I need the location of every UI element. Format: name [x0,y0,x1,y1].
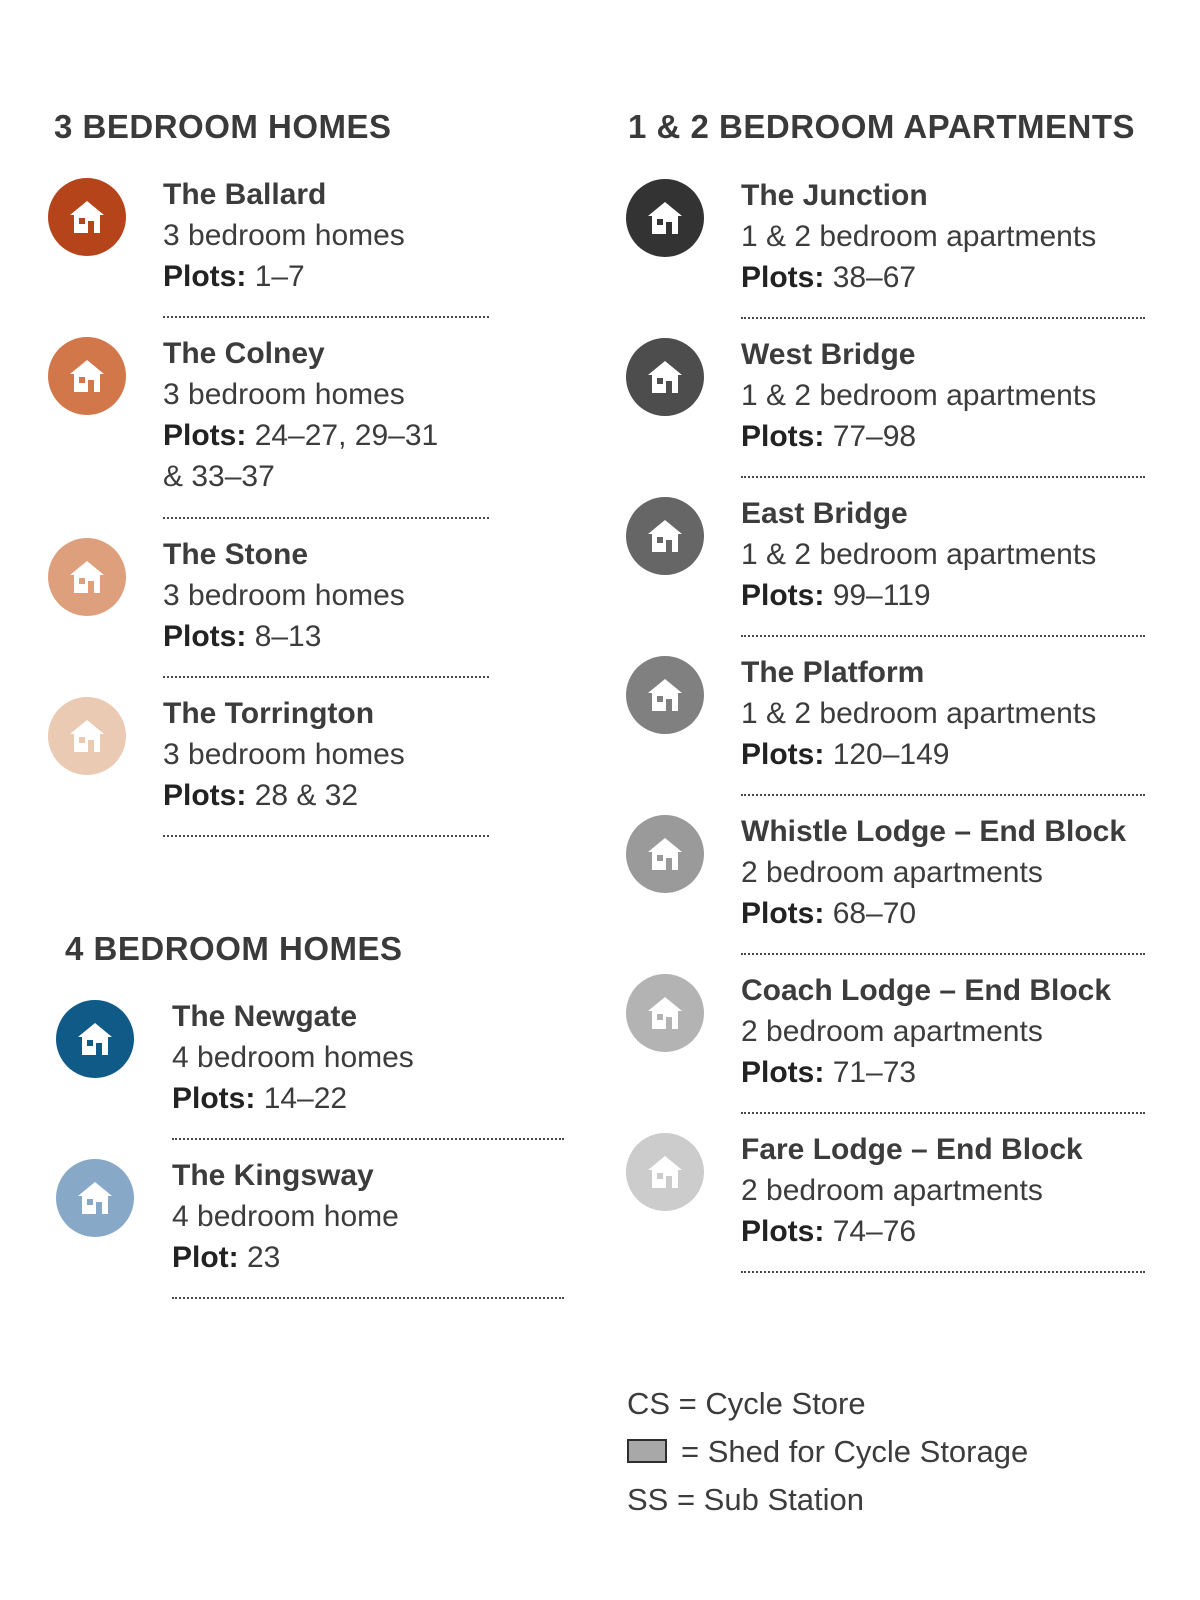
plots-label: Plots: [163,419,247,452]
entry-text [741,652,1096,775]
plots-label: Plots: [741,261,825,294]
house-icon [626,497,704,575]
house-type-description: 4 bedroom home [172,1200,399,1233]
section-title-apartments: 1 & 2 BEDROOM APARTMENTS [628,108,1136,145]
plots-value: 38–67 [832,261,917,294]
entry-text [172,1155,399,1278]
house-type-name: The Kingsway [172,1159,374,1192]
entry-divider [741,794,1145,796]
house-icon [48,178,126,256]
house-type-name: Coach Lodge – End Block [741,974,1112,1007]
house-type-description: 1 & 2 bedroom apartments [741,697,1097,730]
house-type-name: The Junction [741,179,928,212]
house-type-name: The Ballard [163,178,327,211]
plots-label: Plots: [741,420,825,453]
plots-label: Plots: [163,260,247,293]
house-icon [56,1159,134,1237]
entry-divider [163,835,489,837]
house-type-name: The Platform [741,656,925,689]
plots-line [741,893,1126,934]
plots-label: Plots: [163,779,247,812]
house-type-description: 3 bedroom homes [163,738,405,771]
house-icon [626,656,704,734]
plots-value: 68–70 [832,897,917,930]
plots-label: Plots: [741,1056,825,1089]
house-type-name: Fare Lodge – End Block [741,1133,1083,1166]
plots-value: 23 [247,1241,281,1274]
plots-label: Plots: [163,620,247,653]
entry-text [163,174,405,297]
entry-divider [741,1112,1145,1114]
house-type-description: 1 & 2 bedroom apartments [741,538,1097,571]
plots-line [163,415,438,456]
legend-shed: = Shed for Cycle Storage [681,1434,1029,1469]
plots-label: Plot: [172,1241,239,1274]
entry-text [163,693,405,816]
section-title-4-bedroom: 4 BEDROOM HOMES [65,930,403,967]
entry-divider [741,1271,1145,1273]
house-type-description: 2 bedroom apartments [741,1174,1043,1207]
plots-label: Plots: [741,738,825,771]
plots-line [741,257,1096,298]
entry-divider [172,1138,564,1140]
plots-value: 14–22 [263,1082,348,1115]
house-type-name: The Torrington [163,697,375,730]
entry-divider [741,476,1145,478]
entry-text [741,334,1096,457]
entry-text [163,534,405,657]
entry-text [172,996,414,1119]
house-type-name: Whistle Lodge – End Block [741,815,1127,848]
plots-value: 99–119 [832,579,931,612]
legend-sub-station: SS = Sub Station [627,1482,864,1517]
map-legend [627,1380,1028,1524]
plots-label: Plots: [741,1215,825,1248]
plots-line [163,775,405,816]
plots-line [741,1052,1111,1093]
house-icon [626,974,704,1052]
entry-divider [163,517,489,519]
plots-line [741,734,1096,775]
legend-shed-row [627,1428,1028,1476]
plots-label: Plots: [172,1082,256,1115]
entry-divider [741,953,1145,955]
plots-label: Plots: [741,579,825,612]
section-title-3-bedroom: 3 BEDROOM HOMES [54,108,392,145]
plots-line [163,256,405,297]
house-type-description: 1 & 2 bedroom apartments [741,220,1097,253]
plots-value: 74–76 [832,1215,917,1248]
house-type-name: West Bridge [741,338,916,371]
house-icon [48,337,126,415]
house-type-description: 4 bedroom homes [172,1041,414,1074]
house-type-description: 2 bedroom apartments [741,856,1043,889]
plots-line [172,1237,399,1278]
house-type-name: East Bridge [741,497,908,530]
legend-cycle-store: CS = Cycle Store [627,1386,866,1421]
plots-line [741,416,1096,457]
plots-value: 24–27, 29–31 [254,419,439,452]
plots-value: 8–13 [254,620,322,653]
entry-text [741,493,1096,616]
shed-swatch-icon [627,1439,667,1463]
plots-line [172,1078,414,1119]
house-icon [626,815,704,893]
entry-text [741,811,1126,934]
plots-value: 1–7 [254,260,305,293]
house-type-description: 3 bedroom homes [163,219,405,252]
plots-value: 120–149 [832,738,950,771]
house-icon [56,1000,134,1078]
house-type-name: The Newgate [172,1000,358,1033]
entry-divider [163,676,489,678]
house-type-description: 1 & 2 bedroom apartments [741,379,1097,412]
house-icon [48,538,126,616]
house-type-name: The Stone [163,538,309,571]
plots-continuation: & 33–37 [163,460,275,493]
plots-line [741,575,1096,616]
plots-line [163,616,405,657]
house-type-name: The Colney [163,337,325,370]
entry-divider [163,316,489,318]
house-type-description: 3 bedroom homes [163,579,405,612]
entry-text [741,970,1111,1093]
plots-label: Plots: [741,897,825,930]
plots-value: 77–98 [832,420,917,453]
house-icon [626,338,704,416]
entry-divider [172,1297,564,1299]
house-icon [48,697,126,775]
entry-divider [741,635,1145,637]
house-type-description: 3 bedroom homes [163,378,405,411]
house-icon [626,179,704,257]
house-icon [626,1133,704,1211]
plots-value: 71–73 [832,1056,917,1089]
plots-value: 28 & 32 [254,779,359,812]
plots-line [741,1211,1083,1252]
entry-divider [741,317,1145,319]
entry-text [741,1129,1083,1252]
entry-text [163,333,438,497]
house-type-description: 2 bedroom apartments [741,1015,1043,1048]
entry-text [741,175,1096,298]
